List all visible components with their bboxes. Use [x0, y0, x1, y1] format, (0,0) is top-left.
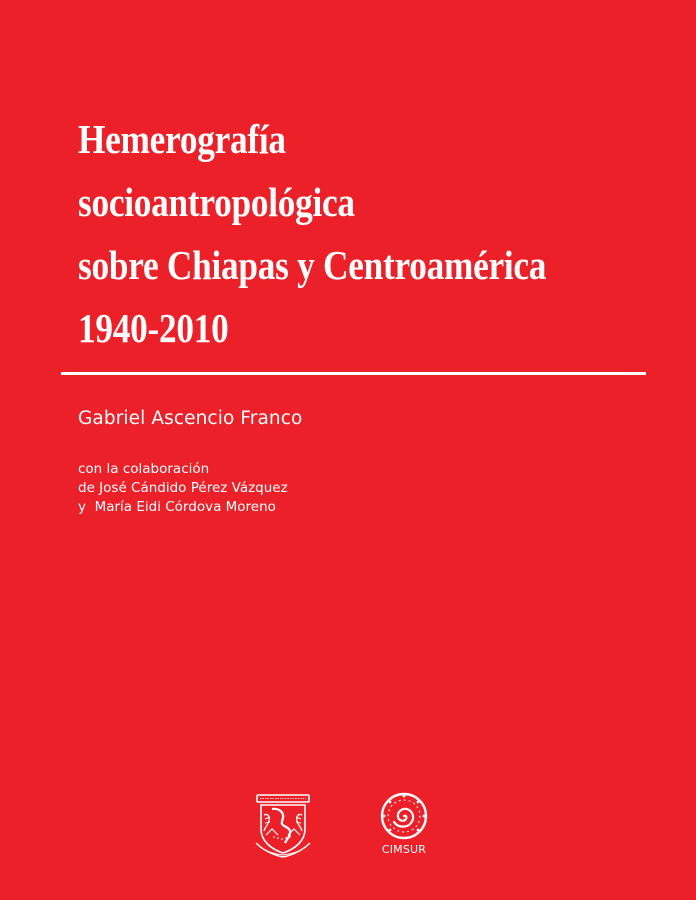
cimsur-label: CIMSUR [381, 843, 427, 856]
collab-line-1: con la colaboración [78, 461, 210, 477]
book-title [78, 108, 585, 360]
title-line-3: sobre Chiapas y Centroamérica [78, 242, 547, 288]
author-name: Gabriel Ascencio Franco [78, 408, 303, 429]
collab-line-3: y María Eidi Córdova Moreno [78, 499, 276, 515]
unam-crest-icon [252, 793, 314, 859]
title-line-1: Hemerografía [78, 116, 286, 162]
collaboration-credits [78, 460, 288, 517]
title-divider [61, 372, 646, 375]
collab-line-2: de José Cándido Pérez Vázquez [78, 480, 288, 496]
title-line-4: 1940-2010 [78, 305, 229, 351]
title-line-2: socioantropológica [78, 179, 355, 225]
